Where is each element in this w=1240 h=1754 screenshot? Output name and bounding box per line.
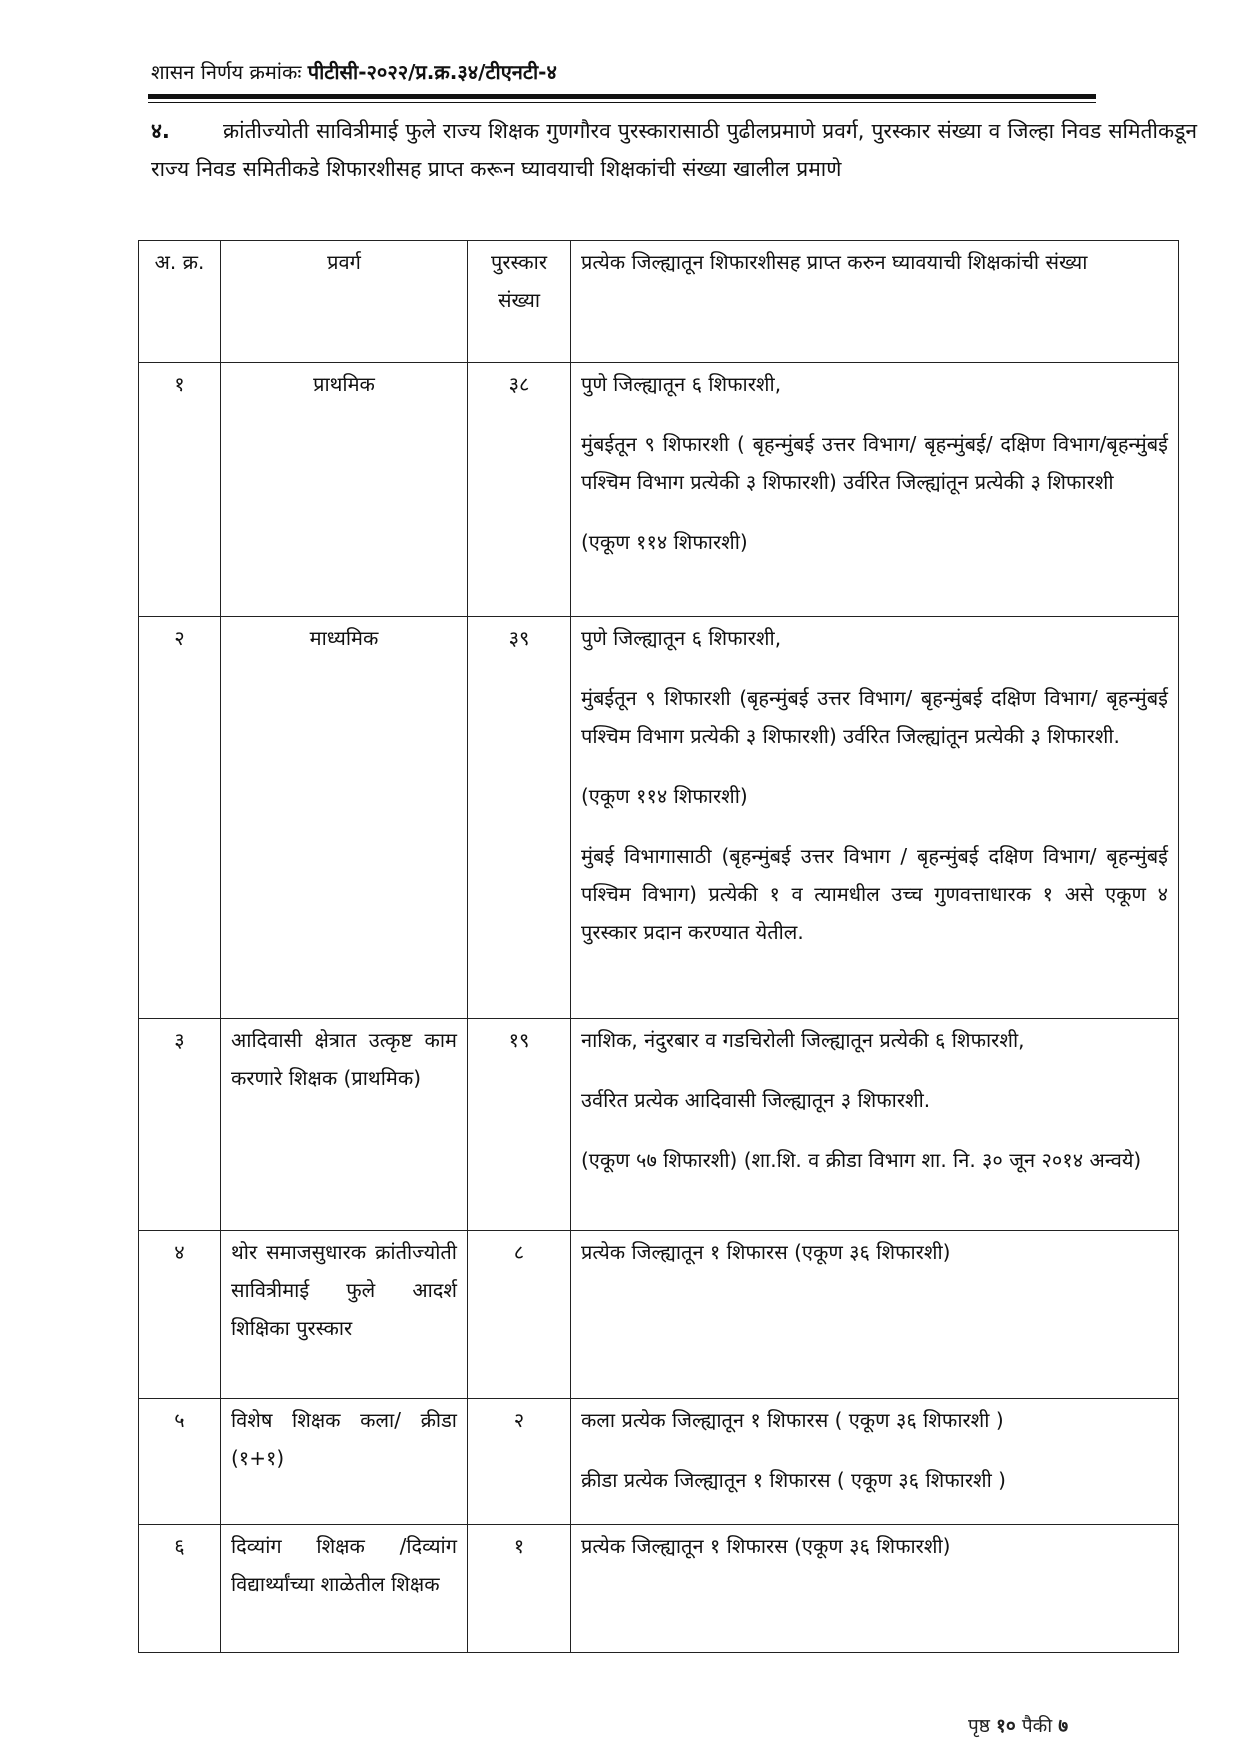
cell-category: आदिवासी क्षेत्रात उत्कृष्ट काम करणारे शिक्षक (प्राथमिक): [221, 1019, 468, 1231]
cell-sr: ३: [139, 1019, 221, 1231]
rec-line: प्रत्येक जिल्ह्यातून १ शिफारस (एकूण ३६ शिफारशी): [581, 1534, 951, 1558]
cell-category: प्राथमिक: [221, 363, 468, 617]
rec-line: (एकूण ५७ शिफारशी) (शा.शि. व क्रीडा विभाग शा. नि. ३० जून २०१४ अन्वये): [581, 1148, 1142, 1172]
rec-line: कला प्रत्येक जिल्ह्यातून १ शिफारस ( एकूण ३६ शिफारशी ): [581, 1408, 1004, 1432]
rec-line: पुणे जिल्ह्यातून ६ शिफारशी,: [581, 372, 782, 396]
rec-line: क्रीडा प्रत्येक जिल्ह्यातून १ शिफारस ( एकूण ३६ शिफारशी ): [581, 1468, 1006, 1492]
cell-category: विशेष शिक्षक कला/ क्रीडा (१+१): [221, 1399, 468, 1525]
table-header-row: [139, 241, 1179, 363]
rec-line: मुंबई विभागासाठी (बृहन्मुंबई उत्तर विभाग / बृहन्मुंबई दक्षिण विभाग/ बृहन्मुंबई पश्चिम विभाग) प्रत्येकी १ व त्यामधील उच्च गुणवत्ताधारक १ असे एकूण ४ पुरस्कार प्रदान करण्यात येतील.: [581, 844, 1168, 944]
cell-sr: ६: [139, 1525, 221, 1653]
rec-line: प्रत्येक जिल्ह्यातून १ शिफारस (एकूण ३६ शिफारशी): [581, 1240, 951, 1264]
col-header-awards: पुरस्कार संख्या: [468, 241, 571, 363]
rec-line: पुणे जिल्ह्यातून ६ शिफारशी,: [581, 626, 782, 650]
footer-of: पैकी: [1021, 1715, 1053, 1737]
cell-recommendations: [571, 1231, 1179, 1399]
header-rule-thick: [148, 94, 1096, 99]
col-header-sr: अ. क्र.: [139, 241, 221, 363]
cell-recommendations: [571, 363, 1179, 617]
page-header: [151, 57, 1111, 87]
rec-line: उर्वरित प्रत्येक आदिवासी जिल्ह्यातून ३ शिफारशी.: [581, 1088, 931, 1112]
table-row: [139, 1231, 1179, 1399]
cell-awards: १९: [468, 1019, 571, 1231]
col-header-recommendations: प्रत्येक जिल्ह्यातून शिफारशीसह प्राप्त करुन घ्यावयाची शिक्षकांची संख्या: [571, 241, 1179, 363]
cell-recommendations: [571, 1399, 1179, 1525]
cell-awards: ८: [468, 1231, 571, 1399]
table-row: [139, 1399, 1179, 1525]
cell-recommendations: [571, 617, 1179, 1019]
rec-line: (एकूण ११४ शिफारशी): [581, 530, 748, 554]
cell-recommendations: [571, 1019, 1179, 1231]
table-row: [139, 617, 1179, 1019]
table-row: [139, 363, 1179, 617]
intro-text: क्रांतीज्योती सावित्रीमाई फुले राज्य शिक्षक गुणगौरव पुरस्कारासाठी पुढीलप्रमाणे प्रवर्ग, पुरस्कार संख्या व जिल्हा निवड समितीकडून राज्य निवड समितीकडे शिफारशीसह प्राप्त करून घ्यावयाची शिक्षकांची संख्या खालील प्रमाणे: [151, 119, 1197, 181]
cell-awards: २: [468, 1399, 571, 1525]
footer-current-page: ७: [1058, 1715, 1069, 1737]
cell-awards: १: [468, 1525, 571, 1653]
cell-sr: २: [139, 617, 221, 1019]
cell-sr: ४: [139, 1231, 221, 1399]
table-row: [139, 1019, 1179, 1231]
header-rule-thin: [148, 102, 1096, 103]
intro-paragraph: [151, 112, 1197, 188]
header-label: शासन निर्णय क्रमांकः: [151, 60, 302, 84]
table-row: [139, 1525, 1179, 1653]
page-footer: [968, 1712, 1068, 1738]
cell-awards: ३८: [468, 363, 571, 617]
footer-prefix: पृष्ठ: [968, 1715, 990, 1737]
award-category-table: [138, 240, 1179, 1653]
footer-total-pages: १०: [996, 1715, 1016, 1737]
rec-line: नाशिक, नंदुरबार व गडचिरोली जिल्ह्यातून प्रत्येकी ६ शिफारशी,: [581, 1028, 1025, 1052]
cell-recommendations: [571, 1525, 1179, 1653]
cell-awards: ३९: [468, 617, 571, 1019]
rec-line: (एकूण ११४ शिफारशी): [581, 784, 748, 808]
cell-category: थोर समाजसुधारक क्रांतीज्योती सावित्रीमाई फुले आदर्श शिक्षिका पुरस्कार: [221, 1231, 468, 1399]
cell-category: माध्यमिक: [221, 617, 468, 1019]
header-resolution-code: पीटीसी-२०२२/प्र.क्र.३४/टीएनटी-४: [307, 60, 557, 84]
rec-line: मुंबईतून ९ शिफारशी (बृहन्मुंबई उत्तर विभाग/ बृहन्मुंबई दक्षिण विभाग/ बृहन्मुंबई पश्चिम विभाग प्रत्येकी ३ शिफारशी) उर्वरित जिल्ह्यांतून प्रत्येकी ३ शिफारशी.: [581, 686, 1168, 748]
paragraph-number: ४.: [151, 119, 170, 143]
rec-line: मुंबईतून ९ शिफारशी ( बृहन्मुंबई उत्तर विभाग/ बृहन्मुंबई/ दक्षिण विभाग/बृहन्मुंबई पश्चिम विभाग प्रत्येकी ३ शिफारशी) उर्वरित जिल्ह्यांतून प्रत्येकी ३ शिफारशी: [581, 432, 1168, 494]
cell-category: दिव्यांग शिक्षक /दिव्यांग विद्यार्थ्यांच्या शाळेतील शिक्षक: [221, 1525, 468, 1653]
cell-sr: ५: [139, 1399, 221, 1525]
col-header-category: प्रवर्ग: [221, 241, 468, 363]
cell-sr: १: [139, 363, 221, 617]
